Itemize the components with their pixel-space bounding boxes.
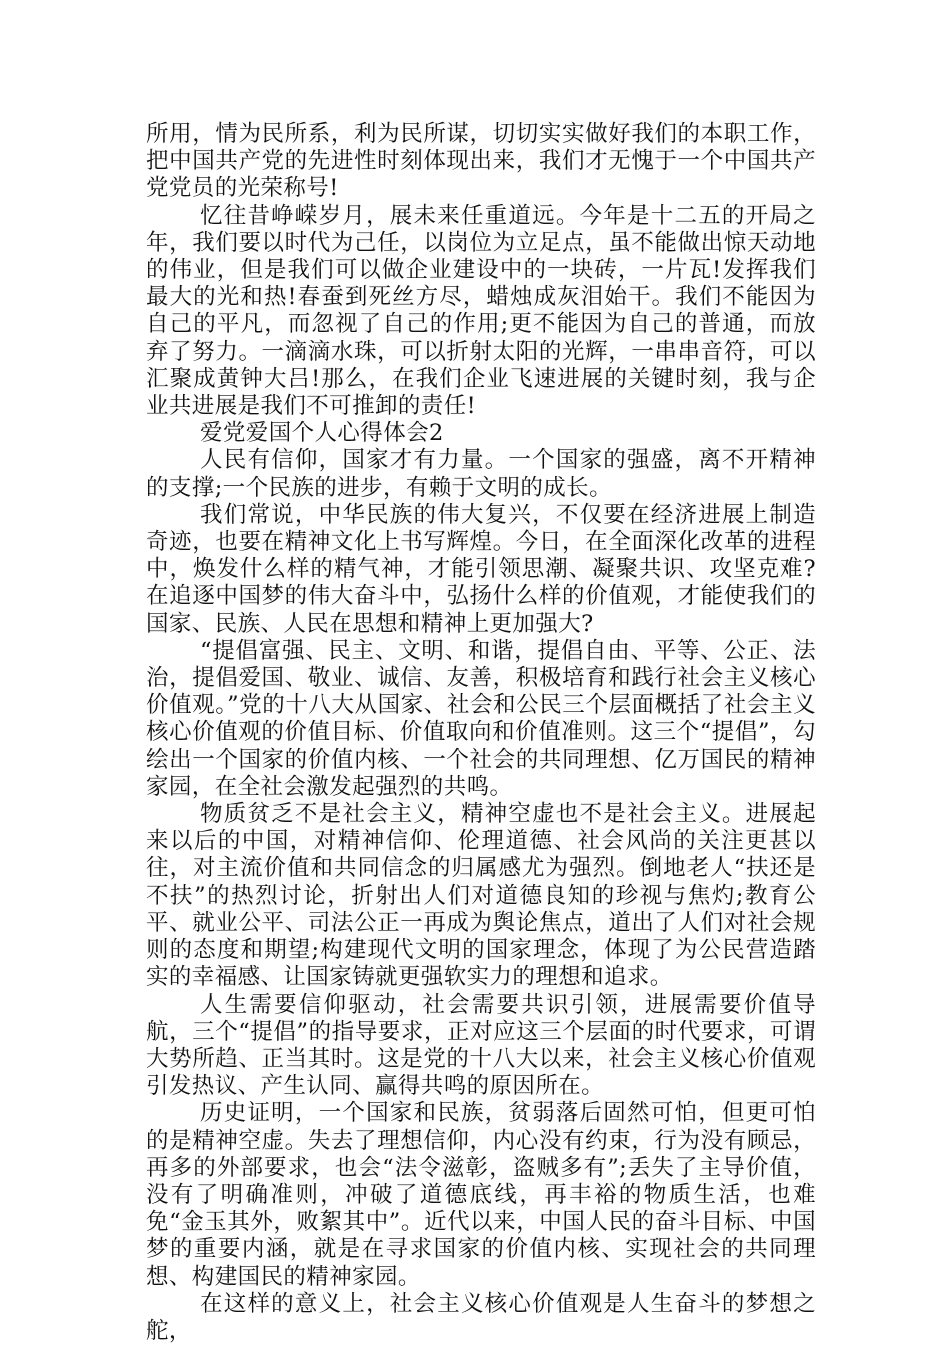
paragraph: 我们常说，中华民族的伟大复兴，不仅要在经济进展上制造奇迹，也要在精神文化上书写辉煌。今日，在全面深化改革的进程中，焕发什么样的精气神，才能引领思潮、凝聚共识、攻坚克难?在追逐中国梦的伟大奋斗中，弘扬什么样的价值观，才能使我们的国家、民族、人民在思想和精神上更加强大?	[146, 501, 816, 637]
section-heading: 爱党爱国个人心得体会2	[200, 420, 444, 447]
paragraph: 人民有信仰，国家才有力量。一个国家的强盛，离不开精神的支撑;一个民族的进步，有赖于文明的成长。	[146, 447, 816, 501]
paragraph: 物质贫乏不是社会主义，精神空虚也不是社会主义。进展起来以后的中国，对精神信仰、伦理道德、社会风尚的关注更甚以往，对主流价值和共同信念的归属感尤为强烈。倒地老人“扶还是不扶”的热烈讨论，折射出人们对道德良知的珍视与焦灼;教育公平、就业公平、司法公正一再成为舆论焦点，道出了人们对社会规则的态度和期望;构建现代文明的国家理念，体现了为公民营造踏实的幸福感、让国家铸就更强软实力的理想和追求。	[146, 801, 816, 991]
paragraph: 历史证明，一个国家和民族，贫弱落后固然可怕，但更可怕的是精神空虚。失去了理想信仰，内心没有约束，行为没有顾忌，再多的外部要求，也会“法令滋彰，盗贼多有”;丢失了主导价值，没有了明确准则，冲破了道德底线，再丰裕的物质生活，也难免“金玉其外，败絮其中”。近代以来，中国人民的奋斗目标、中国梦的重要内涵，就是在寻求国家的价值内核、实现社会的共同理想、构建国民的精神家园。	[146, 1100, 816, 1290]
paragraph: 人生需要信仰驱动，社会需要共识引领，进展需要价值导航，三个“提倡”的指导要求，正对应这三个层面的时代要求，可谓大势所趋、正当其时。这是党的十八大以来，社会主义核心价值观引发热议、产生认同、赢得共鸣的原因所在。	[146, 991, 816, 1100]
paragraph: 所用，情为民所系，利为民所谋，切切实实做好我们的本职工作，把中国共产党的先进性时刻体现出来，我们才无愧于一个中国共产党党员的光荣称号!	[146, 121, 816, 202]
body-text	[146, 121, 816, 1345]
paragraph: 在这样的意义上，社会主义核心价值观是人生奋斗的梦想之舵，	[146, 1290, 816, 1344]
paragraph: 忆往昔峥嵘岁月，展未来任重道远。今年是十二五的开局之年，我们要以时代为己任，以岗位为立足点，虽不能做出惊天动地的伟业，但是我们可以做企业建设中的一块砖，一片瓦!发挥我们最大的光和热!春蚕到死丝方尽，蜡烛成灰泪始干。我们不能因为自己的平凡，而忽视了自己的作用;更不能因为自己的普通，而放弃了努力。一滴滴水珠，可以折射太阳的光辉，一串串音符，可以汇聚成黄钟大吕!那么，在我们企业飞速进展的关键时刻，我与企业共进展是我们不可推卸的责任!	[146, 202, 816, 420]
paragraph: “提倡富强、民主、文明、和谐，提倡自由、平等、公正、法治，提倡爱国、敬业、诚信、友善，积极培育和践行社会主义核心价值观。”党的十八大从国家、社会和公民三个层面概括了社会主义核心价值观的价值目标、价值取向和价值准则。这三个“提倡”，勾绘出一个国家的价值内核、一个社会的共同理想、亿万国民的精神家园，在全社会激发起强烈的共鸣。	[146, 637, 816, 800]
